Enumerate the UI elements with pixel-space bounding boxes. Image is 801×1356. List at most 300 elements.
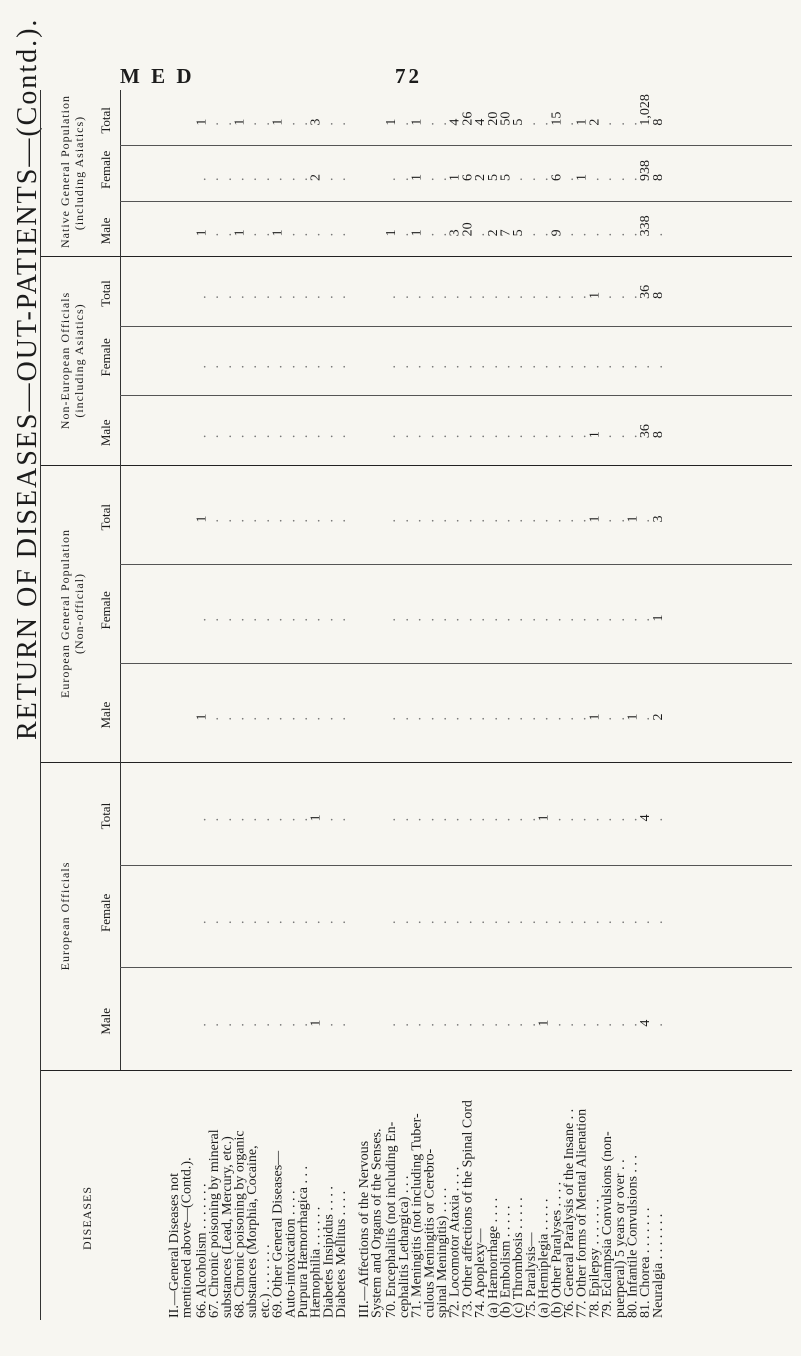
cell-ng-female: 938: [638, 160, 654, 181]
cell-eo-male: .: [447, 1023, 463, 1027]
cell-eg-female: .: [219, 618, 235, 622]
cell-ne-male: 36: [638, 424, 654, 439]
disease-row: 68. Chronic poisoning by organic: [232, 1130, 248, 1318]
cell-eg-male: .: [498, 717, 514, 721]
cell-eg-total: 1: [587, 515, 603, 523]
cell-eg-male: .: [384, 717, 400, 721]
cell-eg-total: .: [270, 519, 286, 523]
column-header-female: Female: [98, 893, 113, 932]
cell-ne-female: .: [511, 365, 527, 369]
cell-ne-female: .: [283, 365, 299, 369]
cell-ne-total: .: [194, 295, 210, 299]
cell-eo-total: .: [485, 817, 501, 822]
disease-row: Neuralgia . . . . . . .: [650, 1213, 666, 1318]
cell-eg-female: .: [473, 618, 489, 622]
cell-ng-female: 2: [308, 174, 324, 181]
cell-eo-total: .: [422, 817, 438, 822]
cell-ne-total: .: [511, 295, 527, 299]
cell-ng-male: .: [612, 232, 628, 237]
cell-eg-total: 1: [625, 515, 641, 523]
cell-ng-female: .: [283, 177, 299, 181]
cell-eo-male: .: [435, 1023, 450, 1027]
subcolumn-rule: [120, 967, 792, 968]
column-header-male: Male: [98, 217, 113, 245]
cell-ng-total: 4: [447, 118, 463, 126]
cell-eo-male: .: [409, 1023, 425, 1027]
cell-eo-male: .: [498, 1023, 514, 1027]
subcolumn-rule: [120, 865, 792, 866]
cell-eg-female: .: [625, 618, 641, 622]
cell-eo-female: .: [207, 920, 223, 924]
group-title: European General Population: [58, 529, 72, 698]
cell-ng-male: .: [587, 232, 603, 237]
cell-eg-total: .: [485, 519, 501, 523]
cell-eo-female: .: [422, 920, 438, 924]
cell-ne-total: .: [283, 295, 299, 299]
cell-eo-total: .: [511, 817, 527, 822]
cell-ne-female: .: [549, 365, 565, 369]
cell-eo-female: .: [485, 920, 501, 924]
column-header-male: Male: [98, 1007, 113, 1035]
column-header-female: Female: [98, 338, 113, 377]
cell-ng-female: .: [536, 177, 552, 181]
cell-ne-female: .: [219, 365, 235, 369]
cell-ng-female: .: [511, 177, 527, 181]
cell-ng-total: .: [435, 122, 450, 126]
cell-ne-male: 1: [587, 431, 603, 439]
cell-ne-total: .: [523, 295, 539, 299]
cell-eg-total: .: [638, 519, 654, 523]
disease-row: 79. Eclampsia Convulsions (non-: [600, 1131, 616, 1318]
cell-ng-total: 20: [485, 111, 501, 126]
cell-ne-female: .: [625, 365, 641, 369]
cell-eg-female: .: [447, 618, 463, 622]
cell-eg-female: .: [321, 618, 337, 622]
disease-row: etc.) . . . . . . .: [257, 1244, 273, 1318]
cell-ne-total: .: [435, 295, 450, 299]
cell-eo-male: .: [257, 1023, 273, 1027]
cell-eg-female: .: [245, 618, 261, 622]
cell-eo-total: .: [270, 817, 286, 822]
cell-ng-total: .: [625, 122, 641, 126]
cell-eg-total: .: [511, 519, 527, 523]
cell-eo-male: .: [296, 1023, 311, 1027]
cell-eg-female: .: [638, 618, 654, 622]
cell-eo-total: .: [625, 817, 641, 822]
disease-row: cephalitis Lethargica) . . .: [396, 1175, 412, 1318]
cell-ne-female: .: [396, 365, 412, 369]
cell-eo-male: .: [485, 1023, 501, 1027]
cell-ne-female: .: [574, 365, 590, 369]
cell-eg-male: .: [549, 717, 565, 721]
cell-ng-female: .: [600, 177, 616, 181]
cell-ne-total: .: [296, 295, 311, 299]
cell-eo-total: .: [321, 817, 337, 822]
cell-eg-total: .: [296, 519, 311, 523]
disease-row: 71. Meningitis (not including Tuber-: [409, 1113, 425, 1318]
cell-eg-female: .: [600, 618, 616, 622]
cell-ng-total: .: [207, 122, 223, 126]
cell-eo-total: .: [587, 817, 603, 822]
disease-row: Diabetes Mellitus . . . .: [334, 1190, 350, 1318]
cell-eg-male: .: [396, 717, 412, 721]
cell-eo-female: .: [536, 920, 552, 924]
cell-ng-total: 1: [384, 118, 400, 126]
disease-row: 66. Alcoholism . . . . . . .: [194, 1183, 210, 1318]
cell-ne-female: .: [638, 365, 654, 369]
cell-eo-female: .: [245, 920, 261, 924]
cell-eg-male: .: [283, 717, 299, 721]
cell-eg-total: .: [232, 519, 248, 523]
cell-eo-male: .: [384, 1023, 400, 1027]
cell-eo-total: .: [473, 817, 489, 822]
cell-eg-female: .: [270, 618, 286, 622]
cell-eo-total: .: [207, 817, 223, 822]
cell-ne-male: .: [511, 434, 527, 439]
cell-ng-total: 8: [650, 118, 666, 126]
cell-eo-female: .: [600, 920, 616, 924]
cell-ne-total: .: [257, 295, 273, 299]
cell-ng-female: .: [422, 177, 438, 181]
cell-eo-female: .: [321, 920, 337, 924]
cell-ng-total: .: [523, 122, 539, 126]
cell-ng-female: .: [219, 177, 235, 181]
cell-ne-male: .: [612, 434, 628, 439]
disease-row: 81. Chorea . . . . . . .: [638, 1207, 654, 1318]
cell-ng-male: .: [536, 232, 552, 237]
cell-ng-male: .: [334, 232, 350, 237]
column-header-female: Female: [98, 150, 113, 189]
cell-eg-female: 1: [650, 614, 666, 622]
cell-ne-male: .: [574, 434, 590, 439]
cell-eo-female: .: [296, 920, 311, 924]
disease-row: Purpura Hæmorrhagica . . .: [296, 1165, 311, 1318]
cell-ng-total: .: [219, 122, 235, 126]
cell-ng-male: .: [308, 232, 324, 237]
column-header-total: Total: [98, 280, 113, 307]
cell-eg-male: 1: [625, 713, 641, 721]
cell-eo-total: .: [435, 817, 450, 822]
cell-eo-female: .: [219, 920, 235, 924]
cell-ng-total: 5: [511, 118, 527, 126]
cell-eg-female: .: [396, 618, 412, 622]
group-subtitle: (including Asiatics): [72, 115, 86, 231]
cell-ne-male: .: [409, 434, 425, 439]
cell-eg-male: .: [207, 717, 223, 721]
cell-eo-total: .: [219, 817, 235, 822]
cell-ne-total: .: [232, 295, 248, 299]
cell-ng-male: .: [321, 232, 337, 237]
disease-row: substances (Morphia, Cocaine,: [245, 1145, 261, 1318]
cell-ne-female: .: [612, 365, 628, 369]
cell-ng-total: .: [536, 122, 552, 126]
cell-eg-male: .: [422, 717, 438, 721]
disease-row: 80. Infantile Convulsions . . .: [625, 1155, 641, 1318]
cell-ne-total: .: [321, 295, 337, 299]
cell-eo-total: .: [600, 817, 616, 822]
cell-ne-male: .: [296, 434, 311, 439]
cell-ng-female: .: [435, 177, 450, 181]
cell-ng-female: .: [523, 177, 539, 181]
cell-eg-total: .: [447, 519, 463, 523]
page-number: 72: [395, 64, 422, 88]
cell-eo-total: .: [650, 817, 666, 822]
cell-eg-female: .: [232, 618, 248, 622]
disease-return-table: [40, 90, 792, 1320]
cell-eg-total: .: [612, 519, 628, 523]
cell-eg-male: .: [612, 717, 628, 721]
cell-eo-total: .: [283, 817, 299, 822]
cell-eg-male: .: [473, 717, 489, 721]
cell-ne-total: .: [270, 295, 286, 299]
cell-ng-male: .: [296, 232, 311, 237]
cell-eo-male: .: [245, 1023, 261, 1027]
cell-eo-female: .: [308, 920, 324, 924]
cell-eo-female: .: [460, 920, 476, 924]
cell-ng-female: 1: [409, 174, 425, 181]
cell-eo-total: .: [384, 817, 400, 822]
disease-row: culous Meningitis or Cerebro-: [422, 1148, 438, 1318]
cell-ne-female: .: [650, 365, 666, 369]
cell-eo-total: .: [245, 817, 261, 822]
disease-row: Hæmophilia . . . . . .: [308, 1206, 324, 1318]
cell-ng-male: 1: [232, 229, 248, 237]
cell-eg-male: .: [435, 717, 450, 721]
cell-ng-male: 3: [447, 229, 463, 237]
cell-eg-female: .: [334, 618, 350, 622]
cell-ng-female: .: [321, 177, 337, 181]
cell-ne-female: .: [245, 365, 261, 369]
cell-ng-female: .: [270, 177, 286, 181]
cell-eo-female: .: [625, 920, 641, 924]
cell-ne-total: .: [219, 295, 235, 299]
cell-eg-total: .: [384, 519, 400, 523]
subcolumn-rule: [120, 326, 792, 327]
cell-ng-male: .: [625, 232, 641, 237]
cell-eo-male: .: [600, 1023, 616, 1027]
cell-eg-total: .: [600, 519, 616, 523]
cell-eo-female: .: [612, 920, 628, 924]
cell-ne-total: .: [600, 295, 616, 299]
cell-eg-total: .: [334, 519, 350, 523]
cell-ne-female: .: [321, 365, 337, 369]
cell-ne-female: .: [562, 365, 577, 369]
cell-eo-male: 1: [308, 1019, 324, 1027]
cell-eo-total: .: [460, 817, 476, 822]
cell-eg-male: .: [523, 717, 539, 721]
cell-eg-female: .: [612, 618, 628, 622]
cell-eo-female: .: [650, 920, 666, 924]
disease-row: (c) Thrombosis . . . . .: [511, 1197, 527, 1318]
cell-ng-female: 1: [447, 174, 463, 181]
cell-eg-female: .: [409, 618, 425, 622]
cell-eg-male: .: [257, 717, 273, 721]
cell-eo-male: .: [625, 1023, 641, 1027]
cell-ne-male: .: [536, 434, 552, 439]
cell-eo-male: .: [422, 1023, 438, 1027]
cell-ne-male: .: [600, 434, 616, 439]
cell-ng-female: .: [245, 177, 261, 181]
cell-ne-female: .: [384, 365, 400, 369]
disease-row: 72. Locomotor Ataxia . . . .: [447, 1166, 463, 1318]
column-header-total: Total: [98, 503, 113, 531]
cell-ng-male: 1: [270, 229, 286, 237]
cell-ne-female: .: [194, 365, 210, 369]
cell-ng-total: .: [396, 122, 412, 126]
cell-eo-female: .: [473, 920, 489, 924]
cell-ne-male: .: [562, 434, 577, 439]
subcolumn-rule: [120, 395, 792, 396]
cell-eo-male: .: [523, 1023, 539, 1027]
cell-ne-male: .: [257, 434, 273, 439]
cell-ne-female: .: [296, 365, 311, 369]
cell-eo-female: .: [574, 920, 590, 924]
cell-ne-male: .: [473, 434, 489, 439]
cell-eo-male: .: [650, 1023, 666, 1027]
cell-eo-female: .: [384, 920, 400, 924]
subcolumn-rule: [120, 145, 792, 146]
cell-eo-male: .: [549, 1023, 565, 1027]
cell-eg-male: .: [245, 717, 261, 721]
cell-ng-male: 7: [498, 229, 514, 237]
cell-eg-male: .: [562, 717, 577, 721]
column-header-male: Male: [98, 701, 113, 729]
cell-eg-female: .: [296, 618, 311, 622]
cell-eg-female: .: [523, 618, 539, 622]
cell-ne-total: .: [536, 295, 552, 299]
cell-ng-total: 26: [460, 111, 476, 126]
cell-ng-female: .: [384, 177, 400, 181]
cell-ng-total: .: [562, 122, 577, 126]
cell-ne-male: .: [485, 434, 501, 439]
cell-eo-male: 1: [536, 1019, 552, 1027]
cell-ng-female: .: [612, 177, 628, 181]
cell-eg-female: .: [435, 618, 450, 622]
cell-eo-total: .: [523, 817, 539, 822]
group-subtitle: (including Asiatics): [72, 303, 86, 418]
cell-ne-female: .: [232, 365, 248, 369]
page-title: RETURN OF DISEASES—OUT-PATIENTS—(Contd.).: [12, 17, 43, 740]
cell-ne-male: 8: [650, 431, 666, 439]
disease-row: (b) Other Paralyses . . . .: [549, 1181, 565, 1318]
cell-eo-male: .: [232, 1023, 248, 1027]
cell-ng-male: .: [245, 232, 261, 237]
section-title: mentioned above—(Contd.).: [179, 1157, 195, 1318]
cell-eg-total: .: [549, 519, 565, 523]
cell-ne-male: .: [334, 434, 350, 439]
cell-eg-male: .: [447, 717, 463, 721]
cell-ne-female: .: [409, 365, 425, 369]
group-title: European Officials: [58, 861, 72, 971]
cell-ng-male: .: [650, 232, 666, 237]
cell-ng-female: 5: [485, 174, 501, 181]
cell-eg-total: .: [283, 519, 299, 523]
cell-ng-female: 5: [498, 174, 514, 181]
cell-ng-total: 3: [308, 118, 324, 126]
cell-eg-total: .: [308, 519, 324, 523]
cell-eg-male: .: [321, 717, 337, 721]
cell-ne-total: .: [207, 295, 223, 299]
cell-eg-male: .: [511, 717, 527, 721]
cell-ne-male: .: [396, 434, 412, 439]
cell-ne-total: .: [245, 295, 261, 299]
cell-ne-male: .: [422, 434, 438, 439]
cell-eg-male: .: [296, 717, 311, 721]
cell-ne-male: .: [219, 434, 235, 439]
cell-ng-female: .: [257, 177, 273, 181]
section-title: III.—Affections of the Nervous: [356, 1140, 372, 1318]
cell-eo-total: .: [574, 817, 590, 822]
cell-eg-total: .: [257, 519, 273, 523]
group-title: Non-European Officials: [58, 291, 72, 430]
cell-eg-male: .: [485, 717, 501, 721]
cell-eo-total: 1: [536, 814, 552, 822]
cell-ng-total: 1: [194, 118, 210, 126]
cell-ne-male: .: [549, 434, 565, 439]
cell-eg-male: 1: [587, 713, 603, 721]
cell-ng-male: 1: [409, 229, 425, 237]
group-separator: [40, 1070, 792, 1071]
cell-ng-female: .: [207, 177, 223, 181]
cell-ne-female: .: [523, 365, 539, 369]
cell-ne-female: .: [473, 365, 489, 369]
cell-eo-male: .: [321, 1023, 337, 1027]
cell-ng-female: .: [562, 177, 577, 181]
cell-eo-male: .: [219, 1023, 235, 1027]
disease-row: (b) Embolism . . . . .: [498, 1205, 514, 1318]
cell-eg-female: .: [498, 618, 514, 622]
cell-ne-female: .: [536, 365, 552, 369]
cell-ne-male: .: [245, 434, 261, 439]
cell-eg-female: .: [485, 618, 501, 622]
cell-eg-male: .: [638, 717, 654, 721]
cell-eo-male: .: [587, 1023, 603, 1027]
cell-ne-female: .: [447, 365, 463, 369]
disease-row: 73. Other affections of the Spinal Cord: [460, 1100, 476, 1318]
cell-eg-male: .: [219, 717, 235, 721]
cell-eg-female: .: [587, 618, 603, 622]
cell-ng-male: 338: [638, 215, 654, 237]
cell-eg-male: .: [600, 717, 616, 721]
group-separator: [40, 256, 792, 257]
disease-row: 69. Other General Diseases—: [270, 1150, 286, 1318]
cell-ne-female: .: [334, 365, 350, 369]
cell-eo-female: .: [447, 920, 463, 924]
cell-ng-total: .: [600, 122, 616, 126]
cell-ne-female: .: [270, 365, 286, 369]
disease-row: 74. Apoplexy—: [473, 1228, 489, 1318]
cell-ne-male: .: [447, 434, 463, 439]
cell-ng-total: .: [257, 122, 273, 126]
cell-eg-total: .: [460, 519, 476, 523]
cell-eo-female: .: [257, 920, 273, 924]
group-subtitle: (Non-official): [72, 572, 86, 655]
cell-ng-total: .: [283, 122, 299, 126]
cell-eg-female: .: [562, 618, 577, 622]
cell-eg-female: .: [308, 618, 324, 622]
cell-eg-total: .: [562, 519, 577, 523]
cell-eo-total: .: [549, 817, 565, 822]
cell-eo-male: .: [270, 1023, 286, 1027]
cell-ne-male: .: [308, 434, 324, 439]
cell-eg-male: .: [334, 717, 350, 721]
header-rule: [40, 90, 41, 1320]
cell-eg-total: 3: [650, 515, 666, 523]
cell-eo-female: .: [232, 920, 248, 924]
cell-eg-total: .: [574, 519, 590, 523]
cell-ne-total: .: [574, 295, 590, 299]
cell-eg-male: .: [460, 717, 476, 721]
